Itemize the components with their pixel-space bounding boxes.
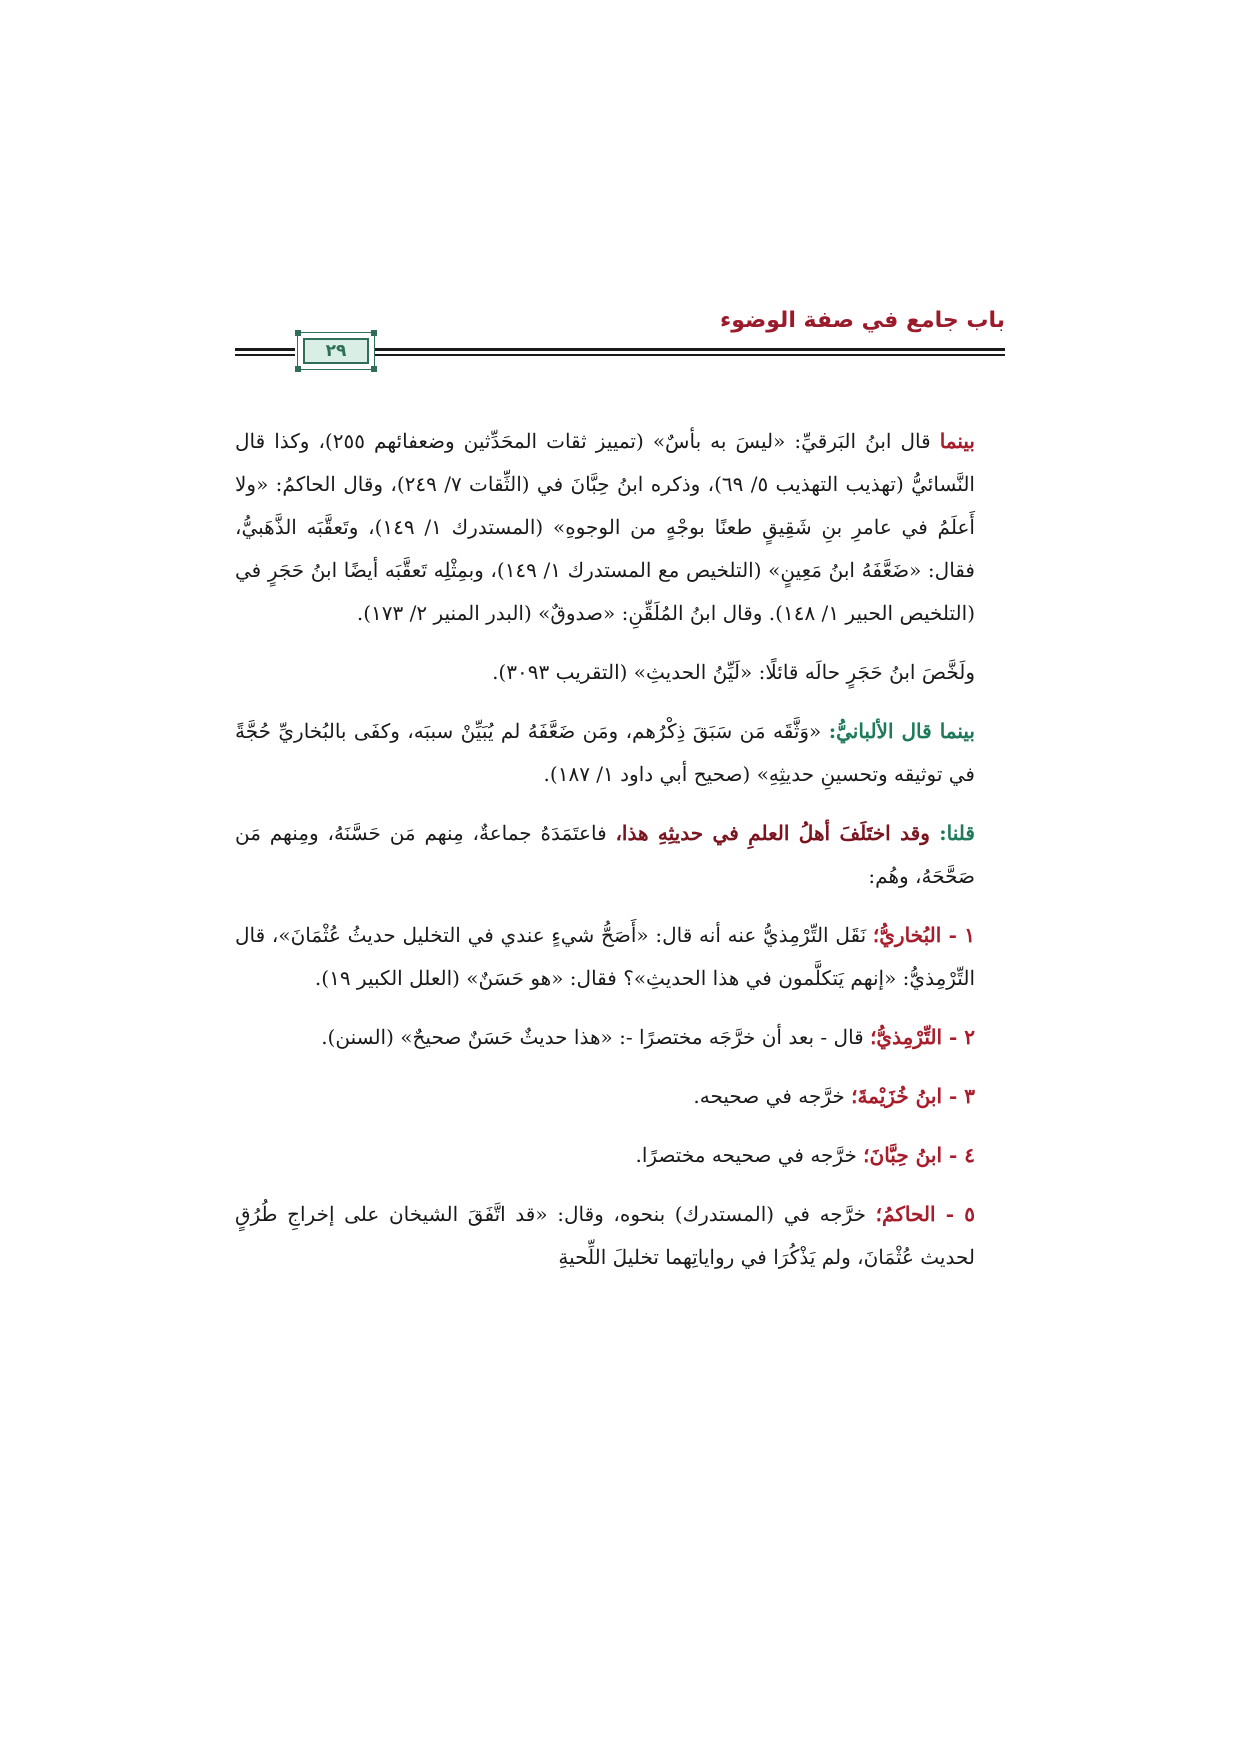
ornament-corner [295, 366, 301, 372]
paragraph-5 [235, 914, 1005, 1000]
paragraph-text: قال ابنُ البَرقيِّ: «ليسَ به بأسٌ» (تمييز ثقات المحَدِّثين وضعفائهم ٢٥٥)، وكذا قال النَّسائيُّ (تهذيب التهذيب ٥/ ٦٩)، وذكره ابنُ حِبَّانَ في (الثِّقات ٧/ ٢٤٩)، وقال الحاكمُ: «ولا أَعلَمُ في عامرِ بنِ شَقِيقٍ طعنًا بوجْهٍ من الوجوهِ» (المستدرك ١/ ١٤٩)، وتَعقَّبَه الذَّهَبيُّ، فقال: «ضَعَّفَهُ ابنُ مَعِينٍ» (التلخيص مع المستدرك ١/ ١٤٩)، وبمِثْلِه تَعقَّبَه أيضًا ابنُ حَجَرٍ في (التلخيص الحبير ١/ ١٤٨). وقال ابنُ المُلَقِّنِ: «صدوقٌ» (البدر المنير ٢/ ١٧٣). [235, 429, 975, 625]
chapter-title: باب جامع في صفة الوضوء [719, 308, 1005, 333]
paragraph-text: «وَثَّقَه مَن سَبَقَ ذِكْرُهم، ومَن ضَعَّفَهُ لم يُبَيِّنْ سببَه، وكفَى بالبُخاريِّ حُجَّةً في توثيقه وتحسينِ حديثِهِ» (صحيح أبي داود ١/ ١٨٧). [235, 719, 975, 786]
ornament-corner [371, 330, 377, 336]
paragraph-1 [235, 420, 1005, 635]
page-header [235, 300, 1005, 360]
paragraph-text: قال - بعد أن خرَّجَه مختصرًا -: «هذا حديثٌ حَسَنٌ صحيحٌ» (السنن). [321, 1025, 871, 1049]
ornament-corner [295, 330, 301, 336]
paragraph-lead: قلنا: [939, 821, 975, 845]
list-item-lead: ١ - البُخاريُّ؛ [872, 923, 976, 947]
list-item-lead: ٥ - الحاكمُ؛ [875, 1202, 975, 1226]
paragraph-text: ولَخَّصَ ابنُ حَجَرٍ حالَه قائلًا: «لَيِّنُ الحديثِ» (التقريب ٣٠٩٣). [492, 660, 975, 684]
paragraph-text: خرَّجه في صحيحه مختصرًا. [635, 1143, 864, 1167]
paragraph-lead: بينما قال الألبانيُّ: [828, 719, 975, 743]
paragraph-8 [235, 1134, 1005, 1177]
paragraph-6 [235, 1016, 1005, 1059]
header-rule-left-thin [235, 354, 295, 356]
page-body [235, 420, 1005, 1295]
ornament-corner [371, 366, 377, 372]
list-item-lead: ٢ - التِّرْمِذيُّ؛ [870, 1025, 975, 1049]
paragraph-3 [235, 710, 1005, 796]
header-rule-left [235, 348, 295, 351]
header-rule-right-thin [375, 354, 1005, 356]
list-item-lead: ٣ - ابنُ خُزَيْمةَ؛ [851, 1084, 975, 1108]
header-rule-right [375, 348, 1005, 351]
page-number: ٢٩ [325, 341, 347, 361]
paragraph-text: خرَّجه في صحيحه. [693, 1084, 852, 1108]
paragraph-2 [235, 651, 1005, 694]
paragraph-text: نَقَل التِّرْمِذيُّ عنه أنه قال: «أَصَحُّ شيءٍ عندي في التخليل حديثُ عُثْمَانَ»، قال التِّرْمِذيُّ: «إنهم يَتكلَّمون في هذا الحديثِ»؟ فقال: «هو حَسَنٌ» (العلل الكبير ١٩). [235, 923, 975, 990]
list-item-lead: ٤ - ابنُ حِبَّانَ؛ [863, 1143, 975, 1167]
paragraph-text: فاعتَمَدَهُ جماعةٌ، مِنهم مَن حَسَّنَهُ، ومِنهم مَن صَحَّحَهُ، وهُم: [235, 821, 975, 888]
paragraph-text: خرَّجه في (المستدرك) بنحوه، وقال: «قد اتَّفَقَ الشيخان على إخراجِ طُرُقٍ لحديث عُثْمَانَ، ولم يَذْكُرَا في رواياتِهما تخليلَ اللِّحيةِ [235, 1202, 975, 1269]
paragraph-7 [235, 1075, 1005, 1118]
page-number-badge [297, 332, 375, 370]
paragraph-lead: بينما [939, 429, 975, 453]
paragraph-9 [235, 1193, 1005, 1279]
paragraph-highlight: وقد اختَلَفَ أهلُ العلمِ في حديثِهِ هذا، [615, 821, 940, 845]
paragraph-4 [235, 812, 1005, 898]
